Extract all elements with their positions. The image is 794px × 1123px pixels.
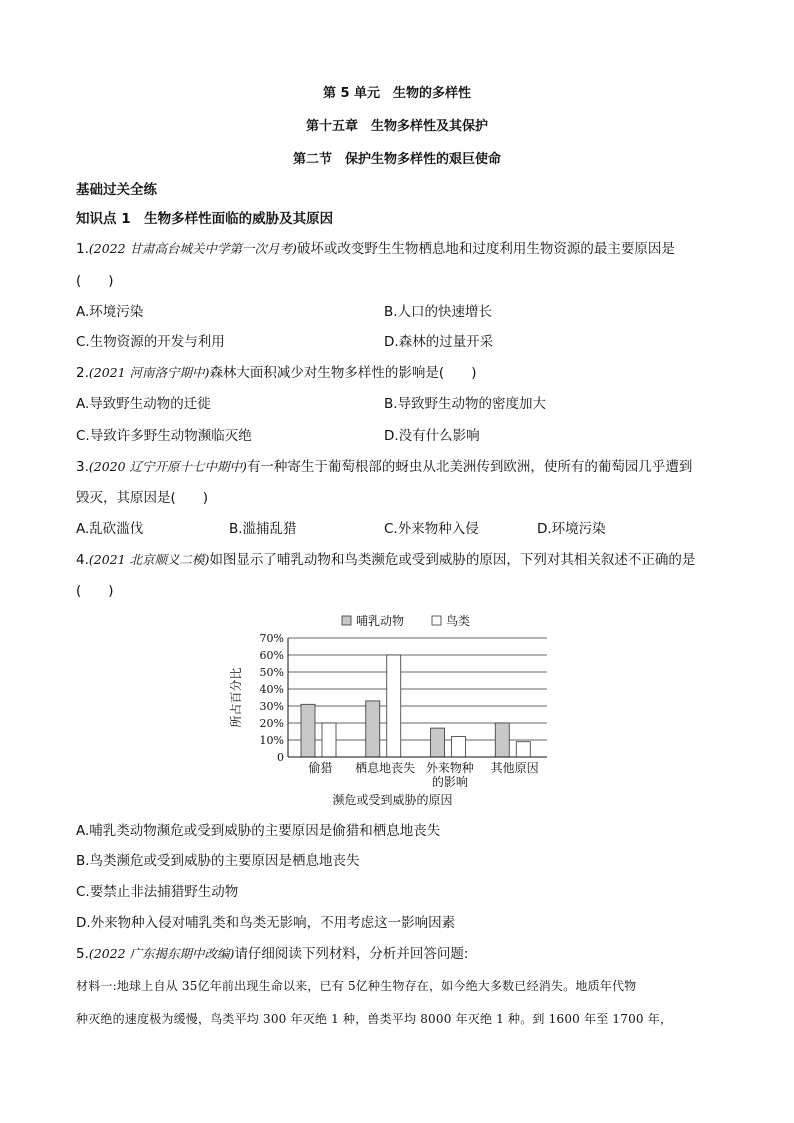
option-a: A.哺乳类动物濒危或受到威胁的主要原因是偷猎和栖息地丧失 [76,823,441,839]
x-tick-label: 其他原因 [490,761,539,775]
option-d: D.外来物种入侵对哺乳类和鸟类无影响，不用考虑这一影响因素 [76,915,456,931]
question-source: (2020 辽宁开原十七中期中) [88,459,247,474]
question-source: (2021 北京顺义二模) [88,552,210,567]
bar [387,655,401,757]
question-stem: 森林大面积减少对生物多样性的影响是( ) [209,365,477,381]
unit-heading: 第 5 单元 生物的多样性 [322,86,472,101]
option-c: C.生物资源的开发与利用 [76,334,225,350]
option-d: D.环境污染 [537,521,606,537]
legend-label: 鸟类 [446,614,471,628]
question-number: 4. [76,552,89,568]
y-tick-label: 0 [277,751,284,764]
material-text-line: 材料一:地球上自从 35亿年前出现生命以来，已有 5亿种生物存在，如今绝大多数已经消失。地质年代物 [76,979,637,993]
question-stem: 有一种寄生于葡萄根部的蚜虫从北美洲传到欧洲，使所有的葡萄园几乎遭到 [246,459,693,475]
x-axis-label: 濒危或受到威胁的原因 [332,793,453,807]
section-heading: 第二节 保护生物多样性的艰巨使命 [292,152,501,167]
question-stem-continued: 毁灭，其原因是( ) [76,490,209,506]
option-c: C.外来物种入侵 [384,521,479,537]
answer-blank: ( ) [76,273,114,289]
answer-blank: ( ) [76,583,114,599]
bar [452,737,466,757]
y-axis-label: 所占百分比 [229,667,243,728]
question-source: (2022 广东揭东期中改编) [88,946,235,961]
question-stem: 请仔细阅读下列材料，分析并回答问题: [234,946,469,962]
x-tick-label: 栖息地丧失 [355,761,416,775]
bar [322,723,336,757]
bar [495,723,509,757]
material-text-line: 种灭绝的速度极为缓慢，鸟类平均 300 年灭绝 1 种，兽类平均 8000 年灭绝 1 种。到 1600 年至 1700 年， [76,1012,673,1026]
knowledge-point-title: 知识点 1 生物多样性面临的威胁及其原因 [76,211,334,227]
question-3 [76,458,692,476]
question-5 [76,945,469,963]
option-b: B.人口的快速增长 [384,304,493,320]
option-d: D.没有什么影响 [384,428,480,444]
question-number: 2. [76,365,89,381]
option-c: C.导致许多野生动物濒临灭绝 [76,428,252,444]
chapter-heading: 第十五章 生物多样性及其保护 [305,119,488,134]
option-b: B.滥捕乱猎 [229,521,297,537]
y-tick-label: 20% [259,717,284,730]
question-number: 1. [76,241,89,257]
x-tick-label: 的影响 [431,775,468,789]
x-tick-label: 偷猎 [308,761,333,775]
bar [366,701,380,757]
bar [516,742,530,757]
y-tick-label: 60% [259,649,284,662]
question-source: (2022 甘肃高台城关中学第一次月考) [88,241,297,256]
question-1 [76,240,675,258]
bar [431,728,445,757]
threat-cause-chart [229,608,562,808]
question-stem: 破坏或改变野生生物栖息地和过度利用生物资源的最主要原因是 [296,241,675,257]
y-tick-label: 10% [259,734,284,747]
y-tick-label: 70% [259,632,284,645]
option-c: C.要禁止非法捕猎野生动物 [76,884,239,900]
option-b: B.导致野生动物的密度加大 [384,396,547,412]
practice-title: 基础过关全练 [76,182,157,198]
legend-swatch [342,616,351,625]
legend-swatch [432,616,441,625]
legend-label: 哺乳动物 [356,614,405,628]
y-tick-label: 40% [259,683,284,696]
option-a: A.环境污染 [76,304,144,320]
question-stem: 如图显示了哺乳动物和鸟类濒危或受到威胁的原因，下列对其相关叙述不正确的是 [209,552,696,568]
question-4 [76,551,695,569]
x-tick-label: 外来物种 [425,761,474,775]
option-a: A.乱砍滥伐 [76,521,144,537]
option-d: D.森林的过量开采 [384,334,494,350]
question-2 [76,364,476,382]
question-number: 5. [76,946,89,962]
option-b: B.鸟类濒危或受到威胁的主要原因是栖息地丧失 [76,853,360,869]
y-tick-label: 30% [259,700,284,713]
question-number: 3. [76,459,89,475]
bar [301,704,315,757]
option-a: A.导致野生动物的迁徙 [76,396,211,412]
y-tick-label: 50% [259,666,284,679]
question-source: (2021 河南洛宁期中) [88,365,210,380]
